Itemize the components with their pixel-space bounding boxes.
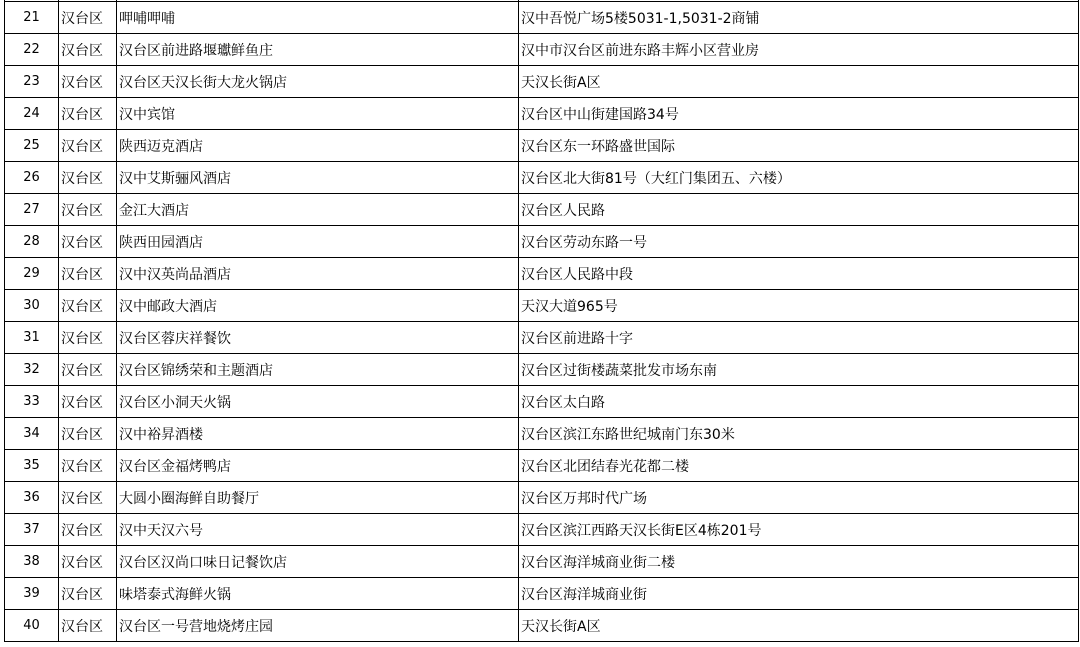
cell-name: 汉中天汉六号	[117, 514, 519, 546]
cell-name: 汉台区前进路堰瓛鲜鱼庄	[117, 34, 519, 66]
cell-address: 汉台区中山街建国路34号	[519, 98, 1079, 130]
cell-name: 汉台区小洞天火锅	[117, 386, 519, 418]
cell-number: 26	[5, 162, 59, 194]
table-row	[5, 290, 1079, 322]
cell-number: 28	[5, 226, 59, 258]
table-row	[5, 578, 1079, 610]
cell-address: 天汉大道965号	[519, 290, 1079, 322]
restaurant-table	[4, 0, 1079, 642]
cell-number: 30	[5, 290, 59, 322]
cell-name: 汉台区金福烤鸭店	[117, 450, 519, 482]
table-row	[5, 162, 1079, 194]
cell-name: 金江大酒店	[117, 194, 519, 226]
cell-district: 汉台区	[59, 578, 117, 610]
cell-number: 37	[5, 514, 59, 546]
cell-district: 汉台区	[59, 386, 117, 418]
table-row	[5, 98, 1079, 130]
cell-address: 汉中市汉台区前进东路丰辉小区营业房	[519, 34, 1079, 66]
cell-district: 汉台区	[59, 130, 117, 162]
cell-number: 33	[5, 386, 59, 418]
cell-address: 汉台区海洋城商业街	[519, 578, 1079, 610]
cell-name: 汉中裕昇酒楼	[117, 418, 519, 450]
cell-district: 汉台区	[59, 162, 117, 194]
table-row	[5, 354, 1079, 386]
cell-address: 汉台区过街楼蔬菜批发市场东南	[519, 354, 1079, 386]
table-row	[5, 34, 1079, 66]
cell-name: 汉台区一号营地烧烤庄园	[117, 610, 519, 642]
cell-district: 汉台区	[59, 514, 117, 546]
cell-district: 汉台区	[59, 226, 117, 258]
cell-district: 汉台区	[59, 66, 117, 98]
cell-address: 天汉长街A区	[519, 66, 1079, 98]
cell-address: 汉台区人民路	[519, 194, 1079, 226]
cell-number: 34	[5, 418, 59, 450]
cell-district: 汉台区	[59, 322, 117, 354]
cell-name: 汉中艾斯骊风酒店	[117, 162, 519, 194]
cell-number: 31	[5, 322, 59, 354]
cell-address: 汉台区滨江西路天汉长街E区4栋201号	[519, 514, 1079, 546]
cell-address: 天汉长街A区	[519, 610, 1079, 642]
cell-district: 汉台区	[59, 610, 117, 642]
cell-address: 汉中吾悦广场5楼5031-1,5031-2商铺	[519, 2, 1079, 34]
cell-address: 汉台区北大街81号（大红门集团五、六楼）	[519, 162, 1079, 194]
table-body	[5, 0, 1079, 642]
cell-district: 汉台区	[59, 258, 117, 290]
cell-address: 汉台区东一环路盛世国际	[519, 130, 1079, 162]
cell-name: 呷哺呷哺	[117, 2, 519, 34]
cell-name: 汉台区锦绣荣和主题酒店	[117, 354, 519, 386]
cell-name: 汉中宾馆	[117, 98, 519, 130]
table-row	[5, 482, 1079, 514]
cell-name: 陕西田园酒店	[117, 226, 519, 258]
cell-district: 汉台区	[59, 2, 117, 34]
table-row	[5, 66, 1079, 98]
cell-address: 汉台区太白路	[519, 386, 1079, 418]
cell-name: 陕西迈克酒店	[117, 130, 519, 162]
cell-address: 汉台区劳动东路一号	[519, 226, 1079, 258]
cell-number: 36	[5, 482, 59, 514]
cell-number: 22	[5, 34, 59, 66]
cell-district: 汉台区	[59, 354, 117, 386]
cell-number: 32	[5, 354, 59, 386]
table-row	[5, 418, 1079, 450]
cell-name: 汉台区天汉长街大龙火锅店	[117, 66, 519, 98]
cell-number: 21	[5, 2, 59, 34]
cell-number: 27	[5, 194, 59, 226]
table-row	[5, 226, 1079, 258]
table-row	[5, 2, 1079, 34]
cell-number: 39	[5, 578, 59, 610]
cell-name: 味塔泰式海鲜火锅	[117, 578, 519, 610]
cell-address: 汉台区人民路中段	[519, 258, 1079, 290]
cell-address: 汉台区北团结春光花都二楼	[519, 450, 1079, 482]
table-row	[5, 386, 1079, 418]
cell-number: 40	[5, 610, 59, 642]
cell-number: 35	[5, 450, 59, 482]
table-row	[5, 610, 1079, 642]
cell-district: 汉台区	[59, 98, 117, 130]
cell-number: 38	[5, 546, 59, 578]
cell-district: 汉台区	[59, 418, 117, 450]
cell-name: 大圆小圈海鲜自助餐厅	[117, 482, 519, 514]
table-row	[5, 194, 1079, 226]
cell-name: 汉中汉英尚品酒店	[117, 258, 519, 290]
cell-number: 29	[5, 258, 59, 290]
cell-district: 汉台区	[59, 546, 117, 578]
table-row	[5, 322, 1079, 354]
cell-district: 汉台区	[59, 290, 117, 322]
cell-number: 24	[5, 98, 59, 130]
table-row	[5, 130, 1079, 162]
table-row	[5, 258, 1079, 290]
cell-address: 汉台区海洋城商业街二楼	[519, 546, 1079, 578]
cell-name: 汉台区汉尚口味日记餐饮店	[117, 546, 519, 578]
cell-name: 汉中邮政大酒店	[117, 290, 519, 322]
table-row	[5, 514, 1079, 546]
cell-district: 汉台区	[59, 194, 117, 226]
cell-address: 汉台区滨江东路世纪城南门东30米	[519, 418, 1079, 450]
cell-address: 汉台区万邦时代广场	[519, 482, 1079, 514]
cell-number: 25	[5, 130, 59, 162]
cell-district: 汉台区	[59, 450, 117, 482]
table-row	[5, 546, 1079, 578]
cell-address: 汉台区前进路十字	[519, 322, 1079, 354]
cell-district: 汉台区	[59, 482, 117, 514]
table-row	[5, 450, 1079, 482]
cell-number: 23	[5, 66, 59, 98]
cell-name: 汉台区蓉庆祥餐饮	[117, 322, 519, 354]
cell-district: 汉台区	[59, 34, 117, 66]
